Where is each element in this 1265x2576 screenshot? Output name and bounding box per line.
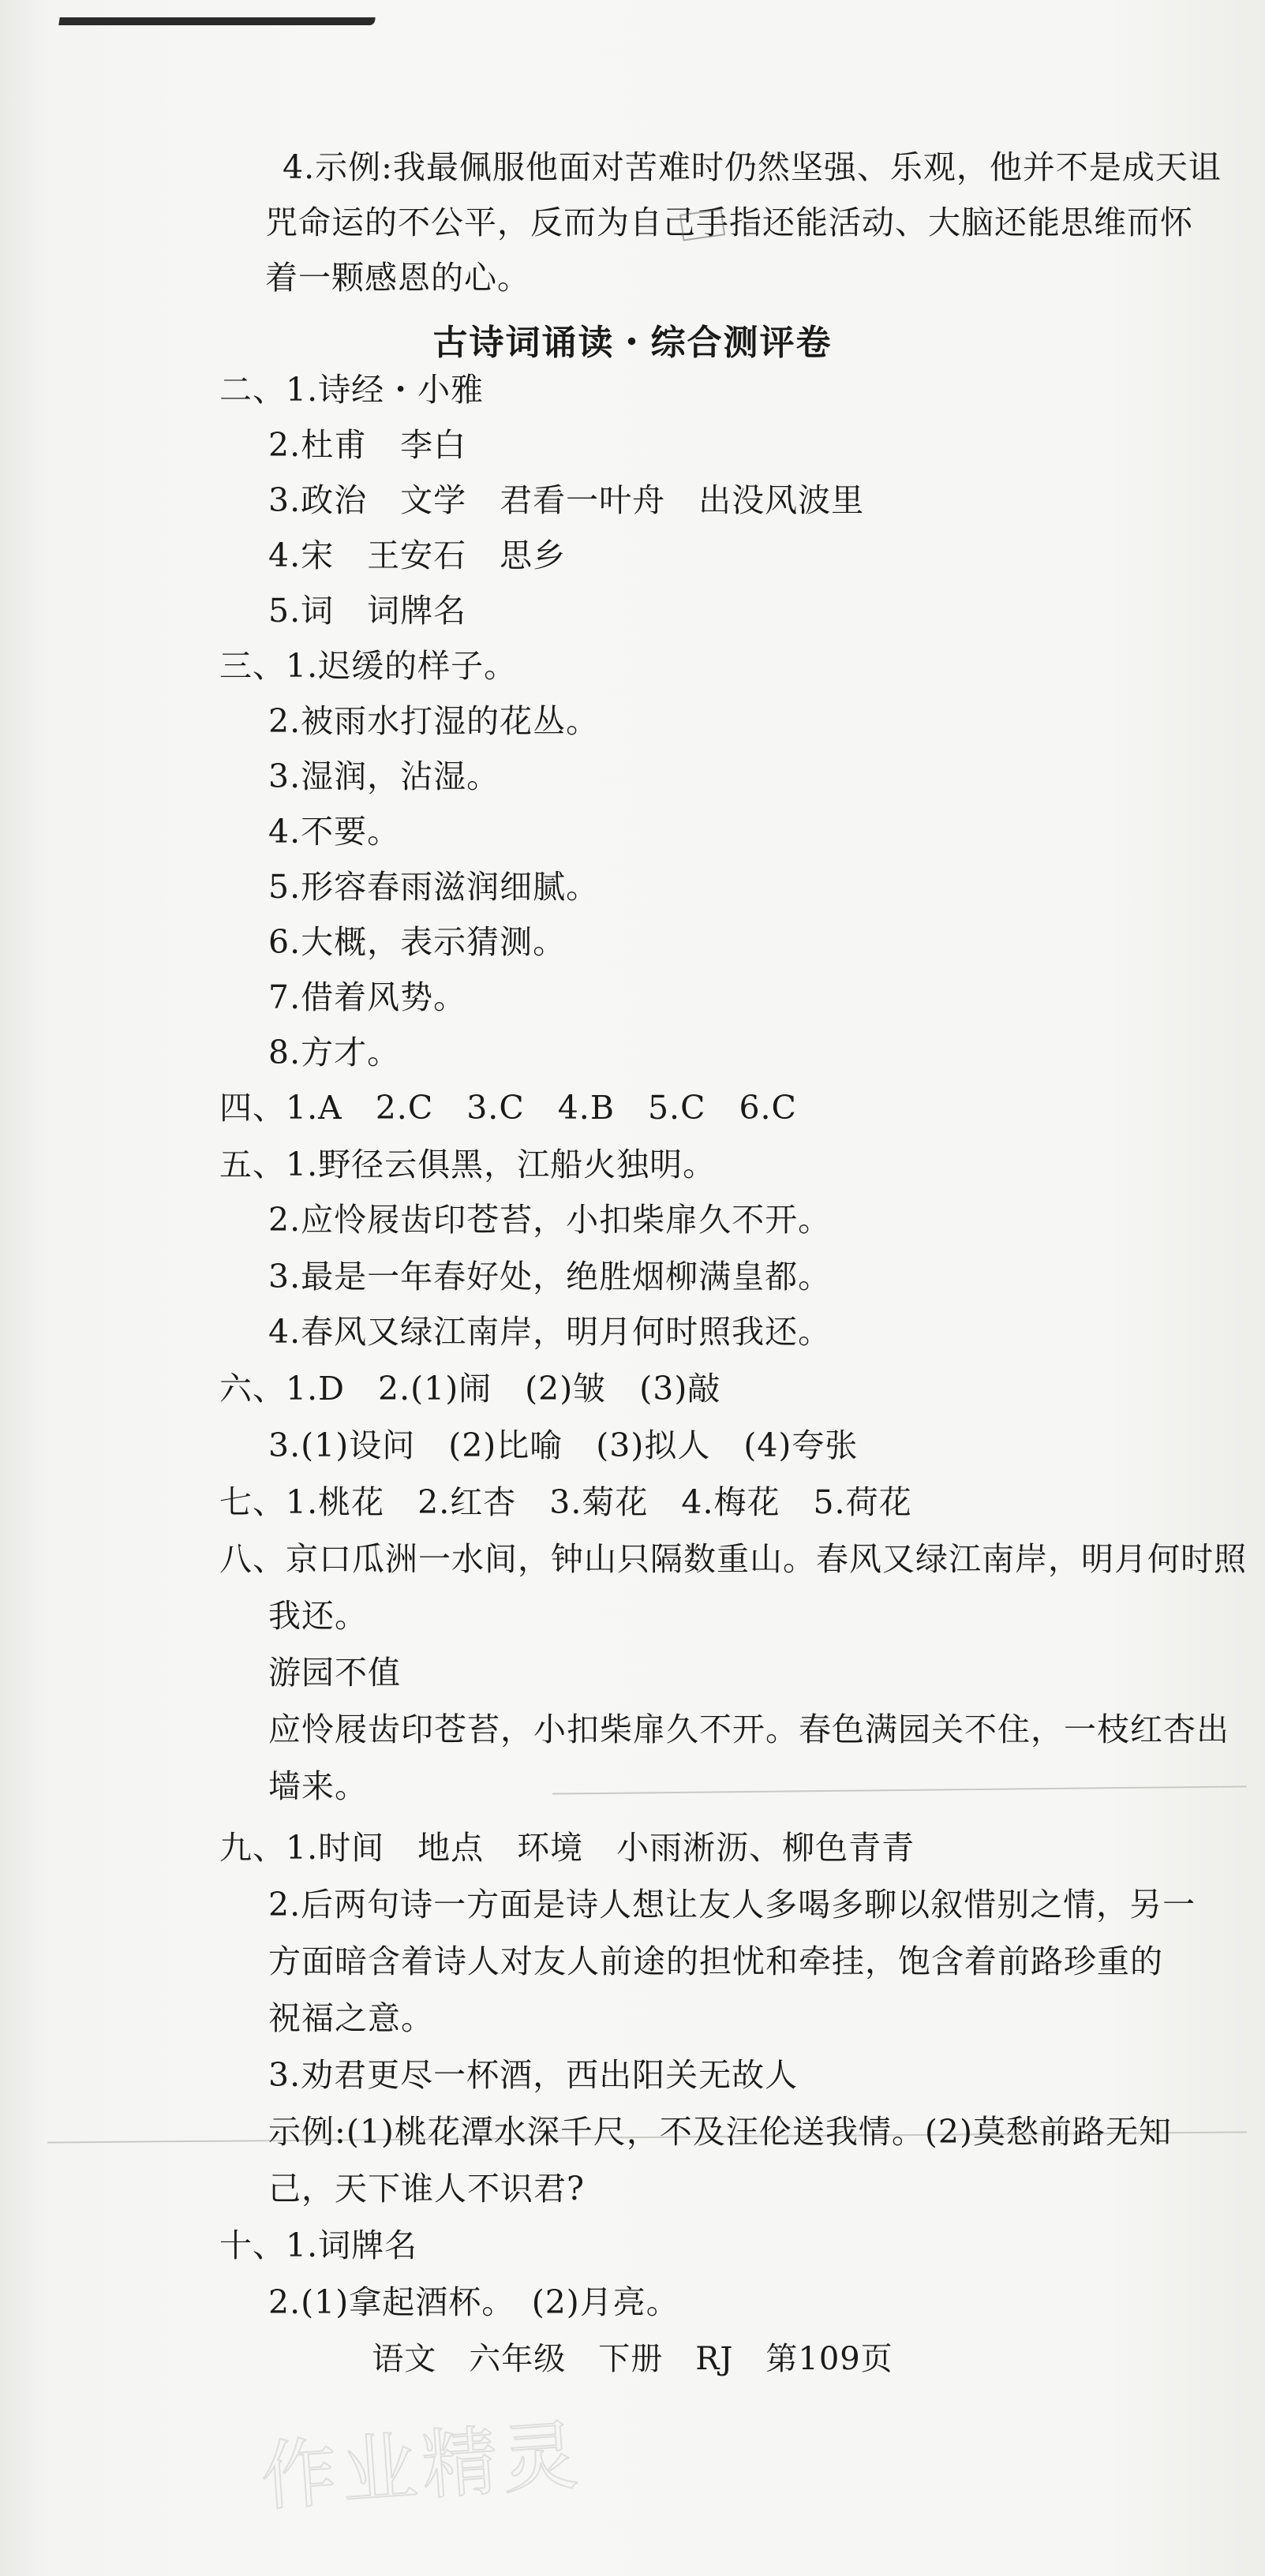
answer-5-3: 3.最是一年春好处，绝胜烟柳满皇都。 xyxy=(268,1258,832,1295)
answer-3-8: 8.方才。 xyxy=(268,1034,401,1071)
answer-9-2-line-1: 2.后两句诗一方面是诗人想让友人多喝多聊以叙惜别之情，另一 xyxy=(268,1886,1196,1924)
answer-2-5: 5.词 词牌名 xyxy=(268,592,467,630)
answer-3-5: 5.形容春雨滋润细腻。 xyxy=(268,868,600,906)
prev-answer-line-3: 着一颗感恩的心。 xyxy=(265,259,530,297)
answer-8-line-2: 我还。 xyxy=(268,1597,368,1635)
answer-3-7: 7.借着风势。 xyxy=(268,978,467,1016)
answer-3-1: 三、1.迟缓的样子。 xyxy=(219,647,518,685)
fold-line-1 xyxy=(552,1785,1247,1794)
answer-6-3: 3.(1)设问 (2)比喻 (3)拟人 (4)夸张 xyxy=(268,1426,859,1464)
answer-9-example-line-2: 己，天下谁人不识君? xyxy=(268,2170,585,2208)
watermark-logo: 作业精灵 xyxy=(258,2410,586,2522)
answer-8-line-3: 游园不值 xyxy=(268,1654,401,1692)
answer-3-4: 4.不要。 xyxy=(268,813,401,851)
answer-5-4: 4.春风又绿江南岸，明月何时照我还。 xyxy=(268,1313,832,1351)
answer-8-line-4: 应怜屐齿印苍苔，小扣柴扉久不开。春色满园关不住，一枝红杏出 xyxy=(268,1710,1229,1748)
stamp-icon xyxy=(659,211,746,282)
answer-5-1: 五、1.野径云俱黑，江船火独明。 xyxy=(219,1146,717,1183)
answer-9-2-line-3: 祝福之意。 xyxy=(268,1999,434,2037)
answer-3-2: 2.被雨水打湿的花丛。 xyxy=(268,702,600,740)
answer-3-3: 3.湿润，沾湿。 xyxy=(268,757,500,795)
answer-8-line-5: 墙来。 xyxy=(268,1767,368,1805)
answer-10-2: 2.(1)拿起酒杯。 (2)月亮。 xyxy=(268,2283,679,2321)
answer-9-1: 九、1.时间 地点 环境 小雨淅沥、柳色青青 xyxy=(219,1829,915,1867)
top-edge-strip xyxy=(58,17,375,25)
answer-8-line-1: 八、京口瓜洲一水间，钟山只隔数重山。春风又绿江南岸，明月何时照 xyxy=(219,1540,1247,1578)
answer-2-4: 4.宋 王安石 思乡 xyxy=(268,537,567,574)
prev-answer-line-1: 4.示例:我最佩服他面对苦难时仍然坚强、乐观，他并不是成天诅 xyxy=(283,148,1222,186)
answer-9-example-line-1: 示例:(1)桃花潭水深千尺，不及汪伦送我情。(2)莫愁前路无知 xyxy=(268,2113,1172,2151)
answer-10-1: 十、1.词牌名 xyxy=(219,2226,418,2264)
answer-9-2-line-2: 方面暗含着诗人对友人前途的担忧和牵挂，饱含着前路珍重的 xyxy=(268,1942,1163,1980)
answer-2-2: 2.杜甫 李白 xyxy=(268,426,467,464)
answer-9-3: 3.劝君更尽一杯酒，西出阳关无故人 xyxy=(268,2056,799,2094)
answer-6-1: 六、1.D 2.(1)闹 (2)皱 (3)敲 xyxy=(219,1370,721,1408)
answer-3-6: 6.大概，表示猜测。 xyxy=(268,923,567,961)
answer-7: 七、1.桃花 2.红杏 3.菊花 4.梅花 5.荷花 xyxy=(219,1483,912,1521)
answer-2-1: 二、1.诗经・小雅 xyxy=(219,371,485,409)
answer-4: 四、1.A 2.C 3.C 4.B 5.C 6.C xyxy=(219,1089,797,1127)
answer-2-3: 3.政治 文学 君看一叶舟 出没风波里 xyxy=(268,481,865,519)
answer-5-2: 2.应怜屐齿印苍苔，小扣柴扉久不开。 xyxy=(268,1201,832,1239)
section-title: 古诗词诵读・综合测评卷 xyxy=(432,323,833,363)
page-footer: 语文 六年级 下册 RJ 第109页 xyxy=(372,2341,893,2377)
prev-answer-line-2: 咒命运的不公平，反而为自己手指还能活动、大脑还能思维而怀 xyxy=(265,204,1193,241)
